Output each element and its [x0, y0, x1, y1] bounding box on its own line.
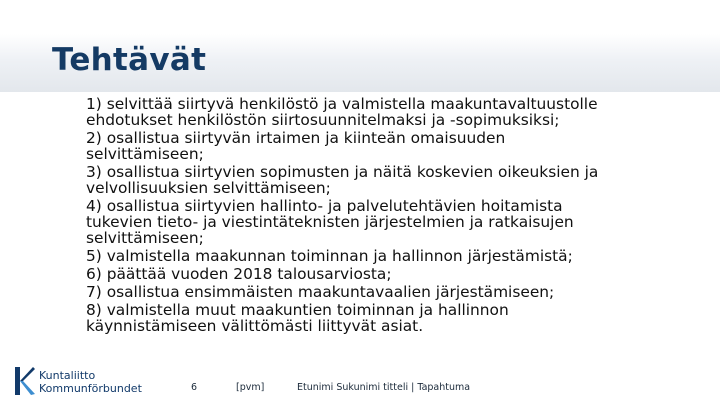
task-item: 4) osallistua siirtyvien hallinto- ja palvelutehtävien hoitamista tukevien tieto- ja viestintäteknisten järjestelmien ja ratkaisujen selvittämiseen; — [86, 197, 574, 247]
logo-text — [39, 369, 142, 395]
logo-line-swedish: Kommunförbundet — [39, 382, 142, 395]
task-item: 2) osallistua siirtyvän irtaimen ja kiinteän omaisuuden selvittämiseen; — [86, 129, 506, 163]
task-item: 1) selvittää siirtyvä henkilöstö ja valmistella maakuntavaltuustolle ehdotukset henkilöstön siirtosuunnitelmaksi ja -sopimuksiksi; — [86, 95, 598, 129]
task-item: 8) valmistella muut maakuntien toiminnan ja hallinnon käynnistämiseen välittömästi liittyvät asiat. — [86, 301, 509, 335]
task-list — [86, 96, 686, 336]
task-item: 6) päättää vuoden 2018 talousarviosta; — [86, 265, 392, 283]
task-item: 7) osallistua ensimmäisten maakuntavaalien järjestämiseen; — [86, 283, 555, 301]
page-number: 6 — [191, 382, 198, 393]
task-item: 3) osallistua siirtyvien sopimusten ja näitä koskevien oikeuksien ja velvollisuuksien selvittämiseen; — [86, 163, 599, 197]
task-item: 5) valmistella maakunnan toiminnan ja hallinnon järjestämistä; — [86, 247, 573, 265]
presenter-info: Etunimi Sukunimi titteli | Tapahtuma — [297, 382, 471, 393]
kuntaliitto-k-logo-icon — [14, 366, 36, 396]
logo-line-finnish: Kuntaliitto — [39, 369, 96, 382]
kuntaliitto-logo — [14, 366, 174, 398]
date-placeholder: [pvm] — [236, 382, 265, 393]
slide-title: Tehtävät — [52, 42, 207, 78]
